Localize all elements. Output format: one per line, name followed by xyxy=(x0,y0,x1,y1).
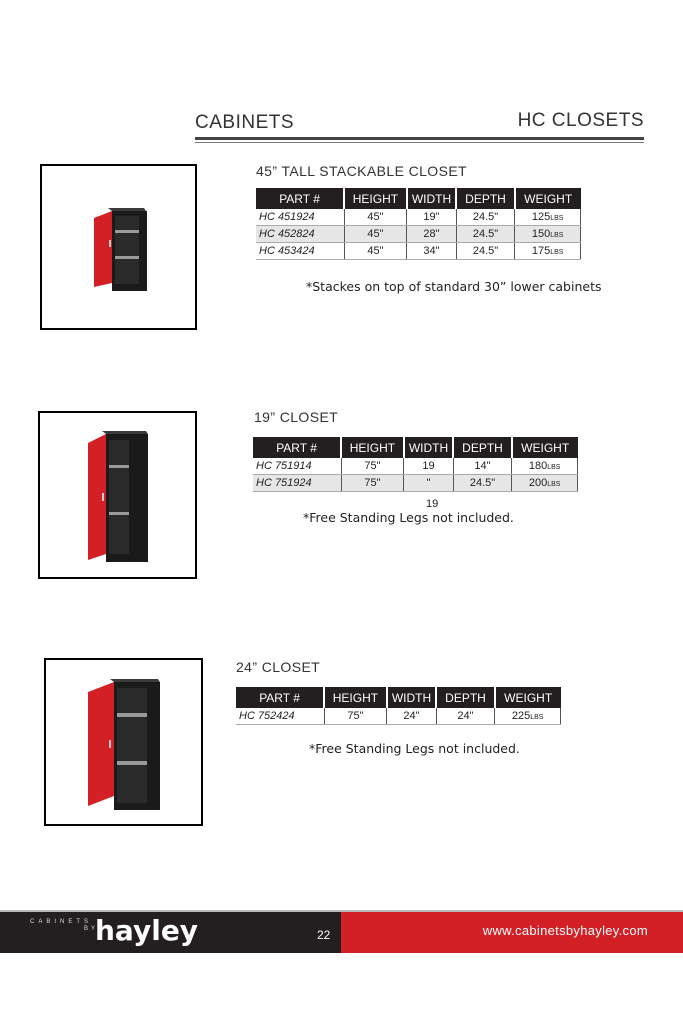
footer-website-panel xyxy=(341,912,683,953)
section-note: *Stackes on top of standard 30” lower cabinets xyxy=(306,279,602,294)
table-row xyxy=(236,708,561,725)
cell-part: HC 451924 xyxy=(256,209,344,226)
col-width: WIDTH xyxy=(404,437,453,458)
col-height: HEIGHT xyxy=(324,687,387,708)
col-height: HEIGHT xyxy=(341,437,404,458)
cell-weight xyxy=(512,475,578,492)
cell-depth: 24.5" xyxy=(456,243,515,260)
header-rule xyxy=(195,137,644,140)
cell-weight xyxy=(512,458,578,475)
section-title: 19” CLOSET xyxy=(254,409,339,425)
section-note: *Free Standing Legs not included. xyxy=(303,510,514,525)
cell-part: HC 452824 xyxy=(256,226,344,243)
col-depth: DEPTH xyxy=(453,437,512,458)
stray-width-value: 19 xyxy=(426,498,439,510)
cell-width: 34" xyxy=(407,243,456,260)
cell-part: HC 751924 xyxy=(253,475,341,492)
cell-height: 45" xyxy=(344,243,407,260)
cell-height: 45" xyxy=(344,226,407,243)
cell-height: 45" xyxy=(344,209,407,226)
cell-part: HC 751914 xyxy=(253,458,341,475)
product-image-45-closet xyxy=(40,164,197,330)
weight-value: 175 xyxy=(531,245,551,257)
col-weight: WEIGHT xyxy=(512,437,578,458)
brand-logo: hayley xyxy=(95,914,199,947)
section-title: 45” TALL STACKABLE CLOSET xyxy=(256,163,468,179)
cell-height: 75" xyxy=(324,708,387,725)
header-rule-thin xyxy=(195,142,644,143)
cell-weight xyxy=(515,226,581,243)
footer-brand-panel xyxy=(0,912,341,953)
col-width: WIDTH xyxy=(407,188,456,209)
spec-table xyxy=(256,188,581,260)
product-image-19-closet xyxy=(38,411,197,579)
brand-by-text: BY xyxy=(84,926,99,932)
col-weight: WEIGHT xyxy=(515,188,581,209)
cell-weight xyxy=(495,708,561,725)
cell-weight xyxy=(515,209,581,226)
weight-value: 225 xyxy=(511,710,531,722)
footer xyxy=(0,910,683,953)
cell-depth: 24.5" xyxy=(456,209,515,226)
weight-unit: LBS xyxy=(530,714,544,721)
section-title: 24” CLOSET xyxy=(236,659,321,675)
col-width: WIDTH xyxy=(387,687,436,708)
cabinet-illustration-19 xyxy=(40,413,195,577)
spec-table xyxy=(236,687,561,725)
cell-width: 24" xyxy=(387,708,436,725)
spec-table xyxy=(253,437,578,492)
col-depth: DEPTH xyxy=(456,188,515,209)
cell-height: 75" xyxy=(341,475,404,492)
cabinet-illustration-45 xyxy=(42,166,195,328)
table-row xyxy=(256,226,581,243)
col-weight: WEIGHT xyxy=(495,687,561,708)
col-part: PART # xyxy=(256,188,344,209)
cell-part: HC 752424 xyxy=(236,708,324,725)
weight-unit: LBS xyxy=(547,481,561,488)
cell-depth: 14" xyxy=(453,458,512,475)
cell-height: 75" xyxy=(341,458,404,475)
table-row xyxy=(253,475,578,492)
col-height: HEIGHT xyxy=(344,188,407,209)
cell-part: HC 453424 xyxy=(256,243,344,260)
header-left-title: CABINETS xyxy=(195,112,295,133)
table-row xyxy=(253,458,578,475)
cell-weight xyxy=(515,243,581,260)
weight-unit: LBS xyxy=(550,215,564,222)
weight-unit: LBS xyxy=(550,232,564,239)
cell-width: " xyxy=(404,475,453,492)
weight-value: 150 xyxy=(531,228,551,240)
website-link[interactable]: www.cabinetsbyhayley.com xyxy=(482,923,648,938)
col-part: PART # xyxy=(236,687,324,708)
col-depth: DEPTH xyxy=(436,687,495,708)
col-part: PART # xyxy=(253,437,341,458)
table-row xyxy=(256,209,581,226)
cell-width: 28" xyxy=(407,226,456,243)
brand-cabinets-text: CABINETS xyxy=(30,919,93,925)
product-image-24-closet xyxy=(44,658,203,826)
cell-depth: 24" xyxy=(436,708,495,725)
cell-width: 19 xyxy=(404,458,453,475)
section-note: *Free Standing Legs not included. xyxy=(309,741,520,756)
weight-value: 200 xyxy=(528,477,548,489)
table-row xyxy=(256,243,581,260)
cell-width: 19" xyxy=(407,209,456,226)
weight-unit: LBS xyxy=(547,464,561,471)
weight-value: 180 xyxy=(528,460,548,472)
cell-depth: 24.5" xyxy=(456,226,515,243)
weight-value: 125 xyxy=(531,211,551,223)
cabinet-illustration-24 xyxy=(46,660,201,824)
header-right-title: HC CLOSETS xyxy=(517,110,644,131)
page-number: 22 xyxy=(317,928,331,942)
cell-depth: 24.5" xyxy=(453,475,512,492)
weight-unit: LBS xyxy=(550,249,564,256)
